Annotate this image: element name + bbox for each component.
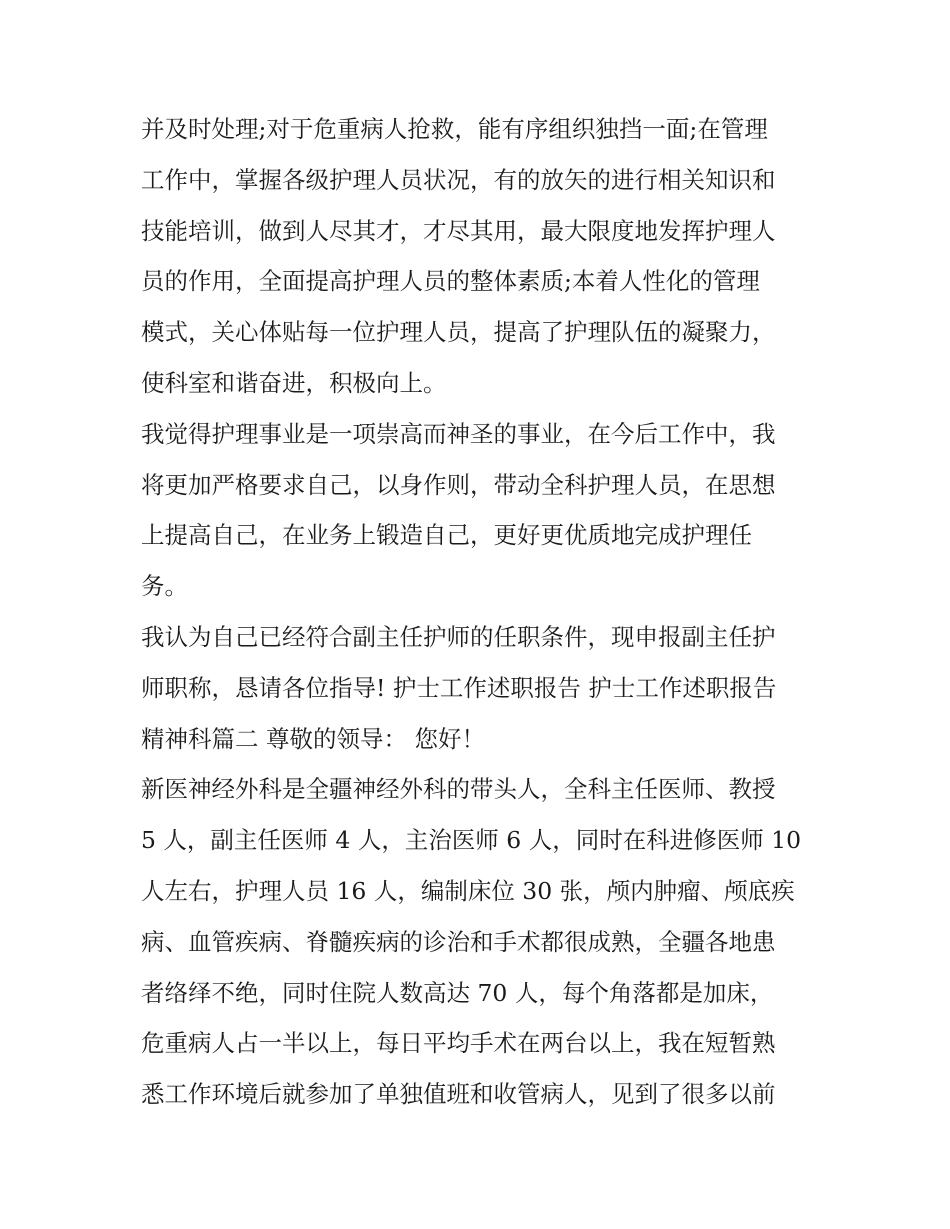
text-line: 员的作用，全面提高护理人员的整体素质;本着人性化的管理	[141, 267, 760, 296]
text-line: 者络绎不绝，同时住院人数高达 70 人，每个角落都是加床，	[141, 978, 774, 1007]
text-line: 使科室和谐奋进，积极向上。	[141, 368, 447, 397]
text-line: 病、血管疾病、脊髓疾病的诊治和手术都很成熟，全疆各地患	[141, 927, 776, 956]
text-line: 危重病人占一半以上，每日平均手术在两台以上，我在短暂熟	[141, 1029, 776, 1058]
text-line: 上提高自己，在业务上锻造自己，更好更优质地完成护理任	[141, 521, 752, 550]
text-line: 师职称，恳请各位指导! 护士工作述职报告 护士工作述职报告	[141, 673, 777, 702]
text-line: 技能培训，做到人尽其才，才尽其用，最大限度地发挥护理人	[141, 216, 776, 245]
text-line: 5 人，副主任医师 4 人，主治医师 6 人，同时在科进修医师 10	[141, 826, 802, 855]
text-line: 精神科篇二 尊敬的领导： 您好！	[141, 724, 485, 753]
text-line: 将更加严格要求自己，以身作则，带动全科护理人员，在思想	[141, 470, 776, 499]
document-body	[141, 104, 821, 1120]
text-line: 人左右，护理人员 16 人，编制床位 30 张，颅内肿瘤、颅底疾	[141, 876, 795, 905]
text-line: 我觉得护理事业是一项崇高而神圣的事业，在今后工作中，我	[141, 419, 776, 448]
text-line: 工作中，掌握各级护理人员状况，有的放矢的进行相关知识和	[141, 165, 776, 194]
text-line: 我认为自己已经符合副主任护师的任职条件，现申报副主任护	[141, 622, 776, 651]
text-line: 悉工作环境后就参加了单独值班和收管病人，见到了很多以前	[141, 1080, 776, 1109]
text-line: 模式，关心体贴每一位护理人员，提高了护理队伍的凝聚力，	[141, 318, 776, 347]
text-line: 务。	[141, 572, 188, 601]
text-line: 新医神经外科是全疆神经外科的带头人，全科主任医师、教授	[141, 775, 776, 804]
text-line: 并及时处理;对于危重病人抢救，能有序组织独挡一面;在管理	[141, 115, 768, 143]
